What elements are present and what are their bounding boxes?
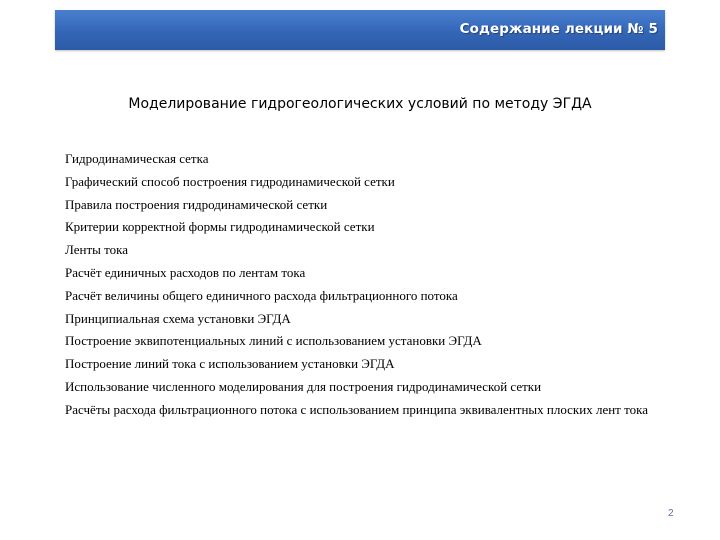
list-item: Гидродинамическая сетка: [65, 151, 209, 166]
list-item: Критерии корректной формы гидродинамической сетки: [65, 219, 375, 235]
list-item: Расчёт величины общего единичного расхода фильтрационного потока: [65, 287, 458, 303]
list-item: Расчёты расхода фильтрационного потока с использованием принципа эквивалентных плоских лент тока: [65, 401, 649, 417]
page-heading: Моделирование гидрогеологических условий по методу ЭГДА: [128, 96, 592, 112]
page-number: 2: [668, 508, 674, 519]
list-item: Построение линий тока с использованием установки ЭГДА: [65, 356, 395, 372]
list-item: Построение эквипотенциальных линий с использованием установки ЭГДА: [65, 333, 482, 349]
list-item: Расчёт единичных расходов по лентам тока: [65, 264, 306, 280]
list-item: Использование численного моделирования для построения гидродинамической сетки: [65, 378, 542, 394]
list-item: Принципиальная схема установки ЭГДА: [65, 310, 291, 326]
topic-list: [65, 148, 648, 422]
list-item: Правила построения гидродинамической сетки: [65, 196, 328, 212]
header-title: Содержание лекции № 5: [459, 21, 658, 37]
list-item: Графический способ построения гидродинамической сетки: [65, 173, 395, 189]
list-item: Ленты тока: [65, 242, 129, 258]
header-bar: [55, 10, 665, 50]
